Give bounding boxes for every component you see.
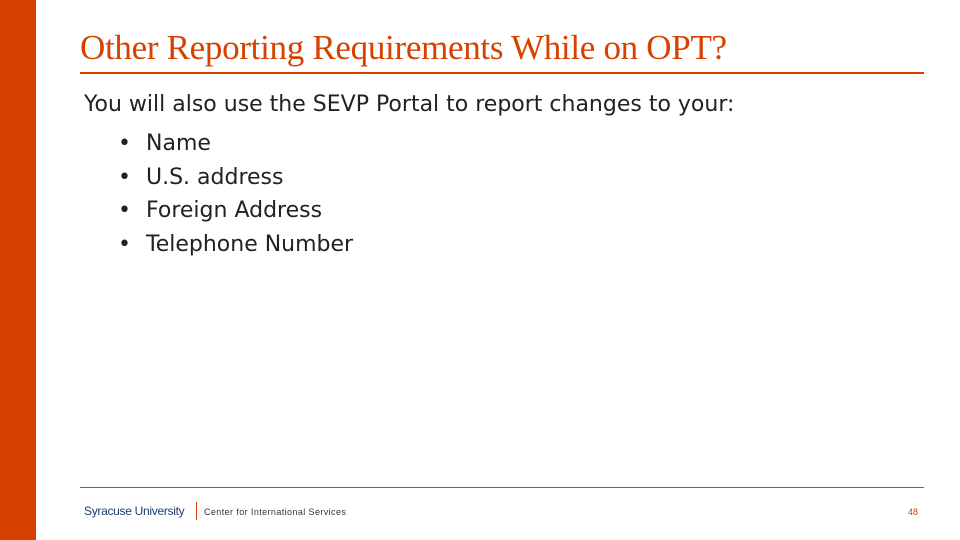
bullet-icon: • [118, 198, 131, 224]
bullet-text: Telephone Number [146, 232, 354, 258]
bullet-icon: • [118, 131, 131, 156]
list-item [118, 194, 353, 228]
bullet-text: U.S. address [146, 164, 284, 190]
footer-divider [80, 487, 924, 488]
bullet-list [118, 127, 353, 262]
bullet-text: Foreign Address [146, 198, 323, 224]
slide-title: Other Reporting Requirements While on OPT? [80, 28, 727, 67]
department-name: Center for International Services [204, 507, 347, 517]
bullet-icon: • [118, 232, 131, 258]
bullet-text: Name [146, 131, 211, 156]
bullet-icon: • [118, 164, 131, 190]
university-logo: Syracuse University [84, 504, 185, 518]
list-item [118, 228, 353, 262]
accent-side-bar [0, 0, 36, 540]
footer-separator [196, 502, 197, 520]
title-underline [80, 72, 924, 74]
page-number: 48 [907, 507, 918, 517]
intro-text: You will also use the SEVP Portal to report changes to your: [84, 92, 735, 117]
list-item [118, 127, 353, 161]
list-item [118, 161, 353, 195]
